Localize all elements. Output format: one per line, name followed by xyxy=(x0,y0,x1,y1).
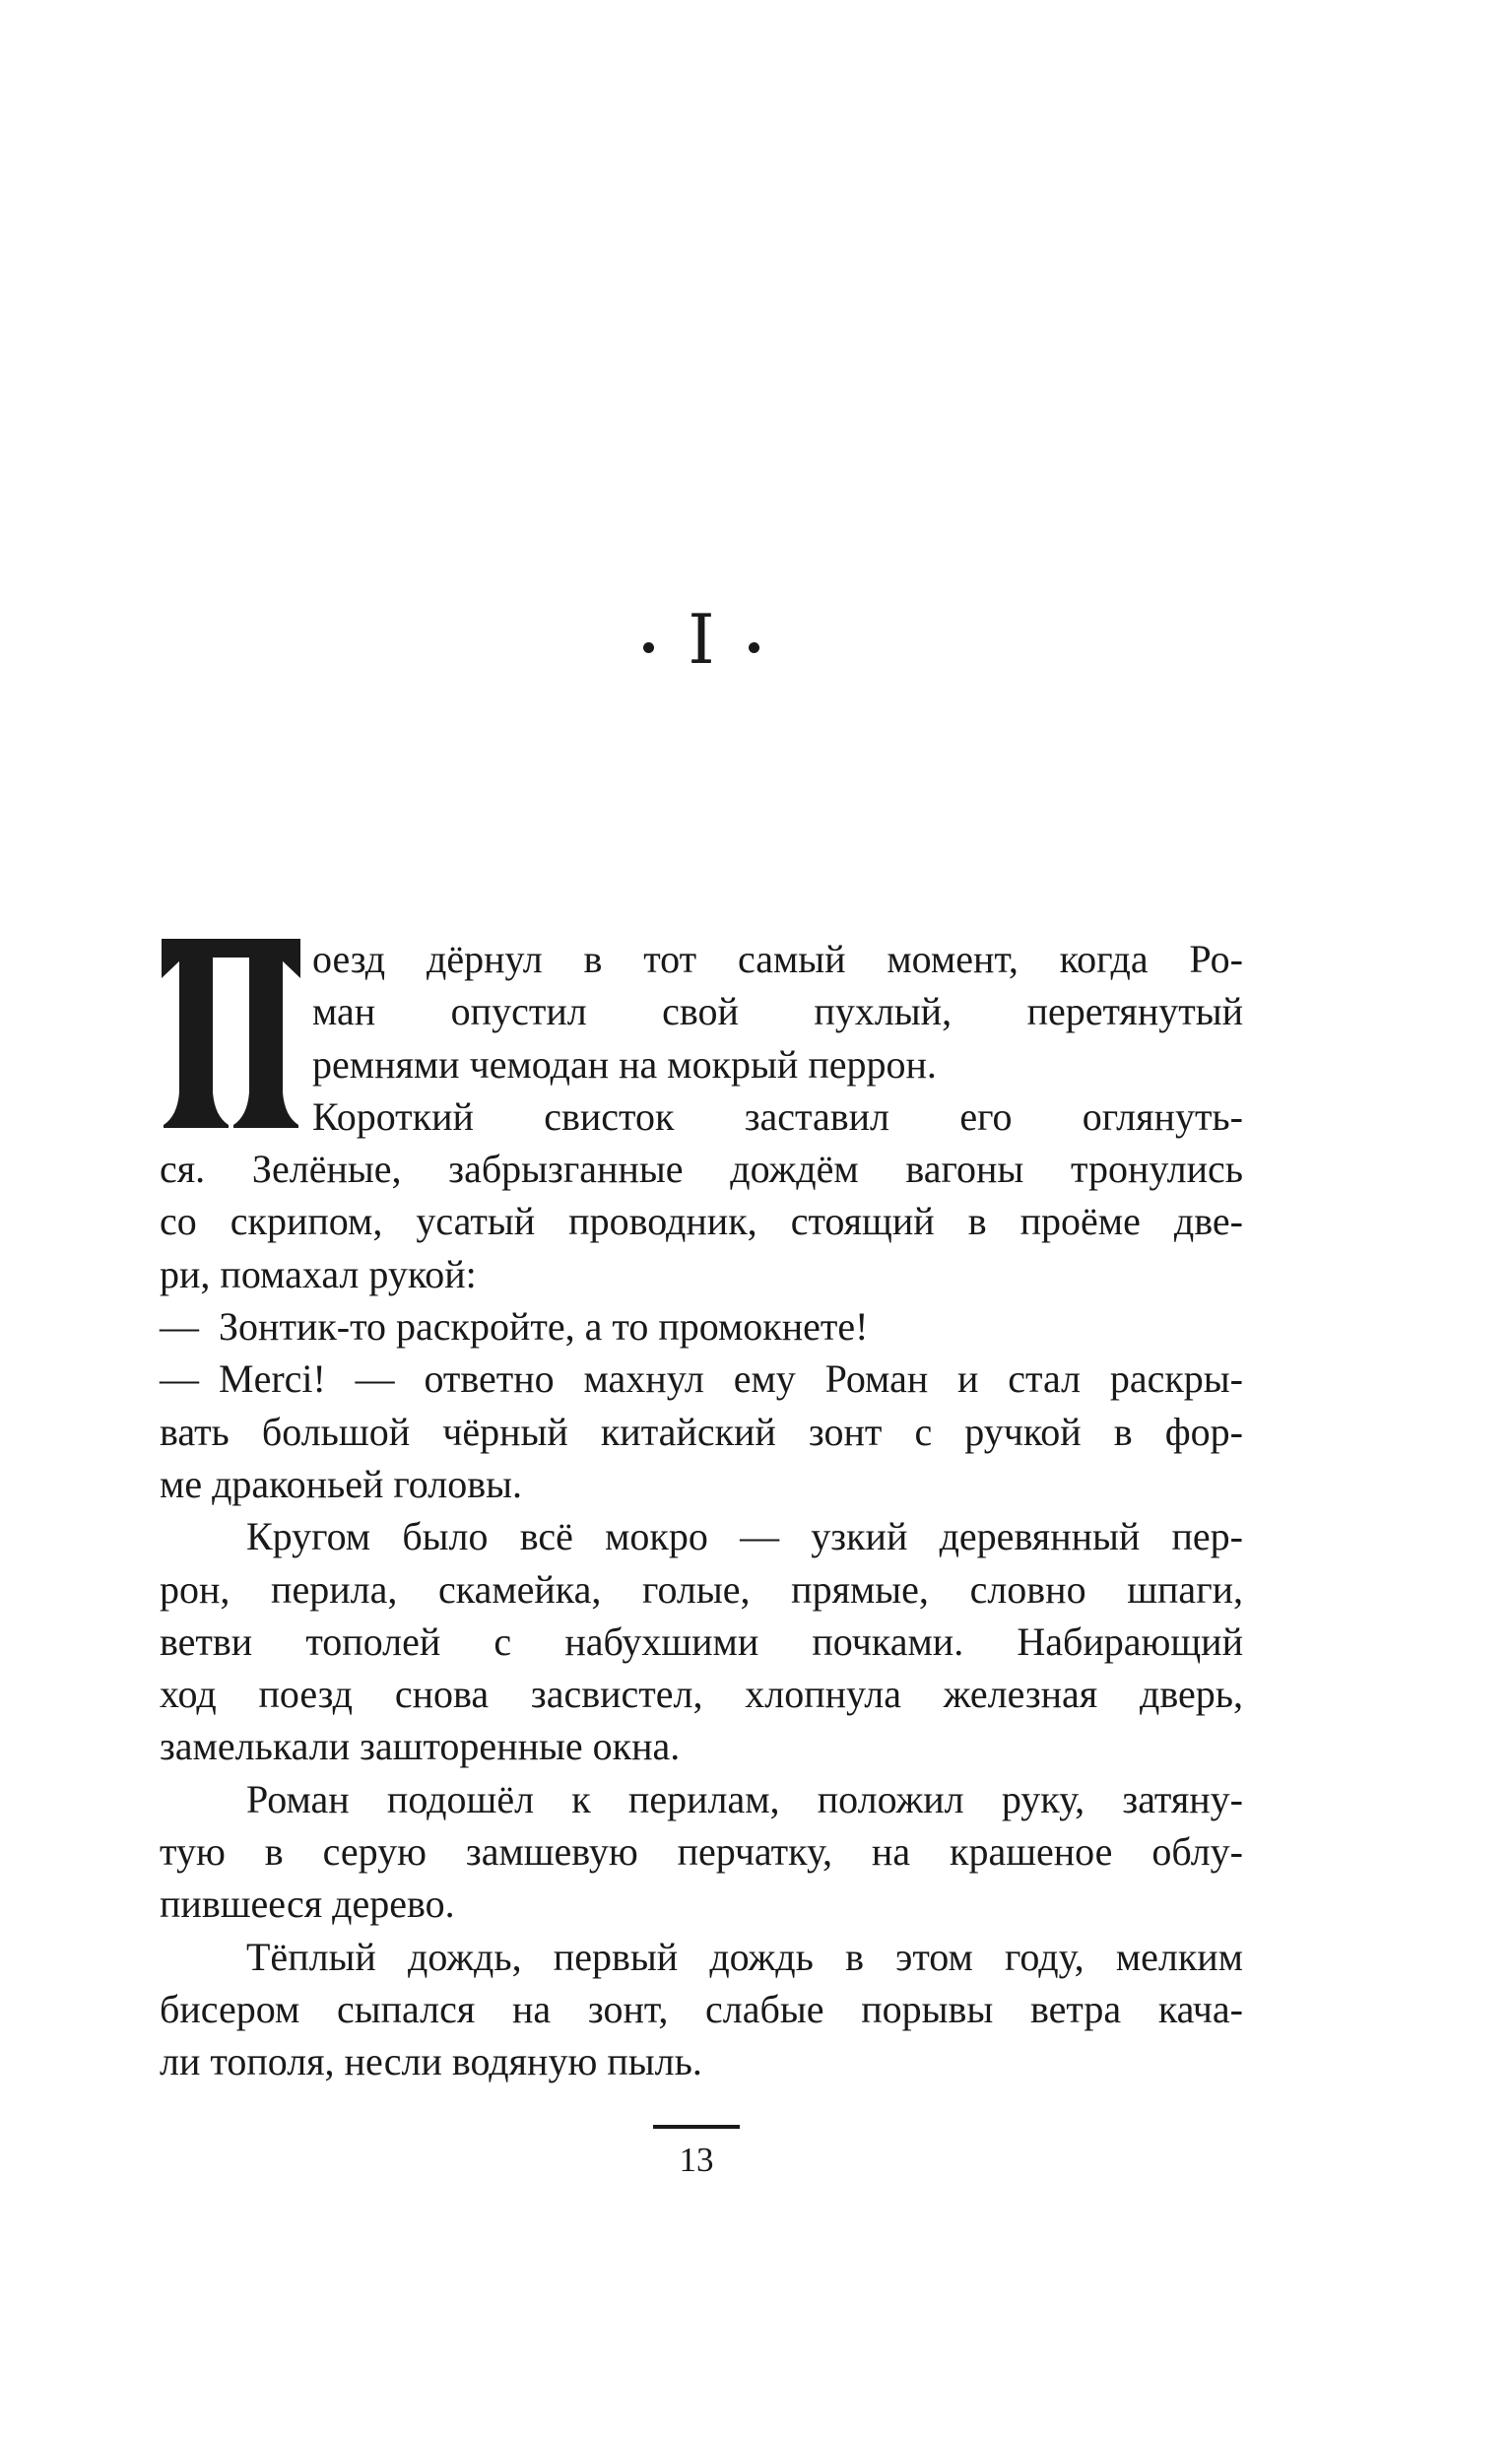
text-line: замелькали зашторенные окна. xyxy=(160,1724,681,1769)
heading-dot-left xyxy=(643,642,654,653)
drop-cap-glyph xyxy=(160,939,302,1128)
text-line: Короткий свисток заставил его оглянуть- xyxy=(312,1093,1243,1139)
page-number: 13 xyxy=(679,2141,714,2179)
heading-dot-right xyxy=(749,642,759,653)
text-line: ремнями чемодан на мокрый перрон. xyxy=(312,1041,937,1087)
text-line: вать большой чёрный китайский зонт с ручкой в фор- xyxy=(160,1409,1243,1454)
text-line: со скрипом, усатый проводник, стоящий в проёме две- xyxy=(160,1199,1243,1244)
text-line: тую в серую замшевую перчатку, на крашеное облу- xyxy=(160,1829,1243,1875)
footer-rule xyxy=(653,2125,740,2129)
text-line: ход поезд снова засвистел, хлопнула железная дверь, xyxy=(160,1672,1243,1717)
text-line: бисером сыпался на зонт, слабые порывы ветра кача- xyxy=(160,1986,1243,2031)
text-line: ман опустил свой пухлый, перетянутый xyxy=(312,989,1243,1034)
text-line: ся. Зелёные, забрызганные дождём вагоны тронулись xyxy=(160,1147,1243,1192)
text-line: ветви тополей с набухшими почками. Набирающий xyxy=(160,1618,1243,1664)
text-line: ри, помахал рукой: xyxy=(160,1251,477,1296)
drop-cap xyxy=(160,939,302,1128)
text-line: ли тополя, несли водяную пыль. xyxy=(160,2039,702,2084)
text-line: Тёплый дождь, первый дождь в этом году, мелким xyxy=(246,1934,1243,1979)
text-line: пившееся дерево. xyxy=(160,1882,455,1927)
text-line: Кругом было всё мокро — узкий деревянный пер- xyxy=(246,1514,1243,1559)
text-line: — Merci! — ответно махнул ему Роман и стал раскры- xyxy=(160,1356,1243,1402)
chapter-heading xyxy=(160,601,1243,680)
text-line: Роман подошёл к перилам, положил руку, затяну- xyxy=(246,1776,1243,1821)
text-line: — Зонтик-то раскройте, а то промокнете! xyxy=(160,1304,869,1350)
text-body xyxy=(160,933,1243,2088)
text-line: оезд дёрнул в тот самый момент, когда Ро- xyxy=(312,937,1243,981)
text-line: рон, перила, скамейка, голые, прямые, словно шпаги, xyxy=(160,1566,1243,1612)
chapter-numeral: I xyxy=(688,601,715,680)
text-line: ме драконьей головы. xyxy=(160,1461,522,1506)
